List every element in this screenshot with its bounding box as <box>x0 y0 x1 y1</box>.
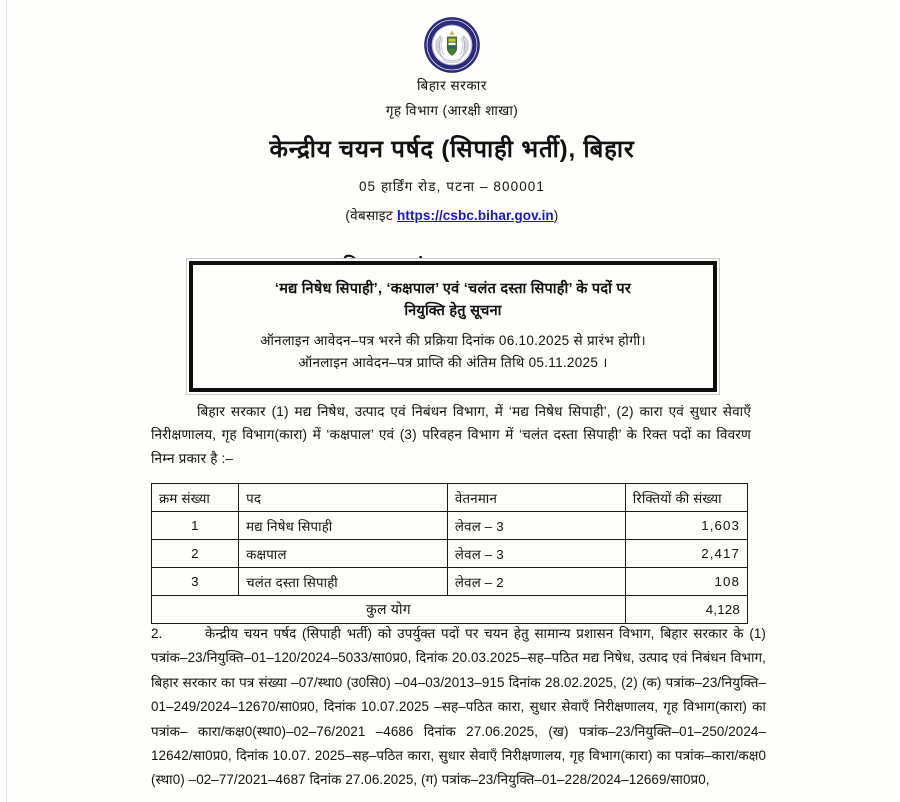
header-pay-level: वेतनमान <box>447 484 625 512</box>
document-content <box>8 0 896 281</box>
page-left-edge-rule <box>6 0 7 802</box>
notice-line-4: ऑनलाइन आवेदन–पत्र प्राप्ति की अंतिम तिथि 05.11.2025 । <box>298 354 608 370</box>
table-row <box>152 540 748 568</box>
government-name: बिहार सरकार <box>417 78 487 93</box>
clause-2-text: केन्द्रीय चयन पर्षद (सिपाही भर्ती) को उपर्युक्त पदों पर चयन हेतु सामान्य प्रशासन विभाग, बिहार सरकार के (1) पत्रांक–23/नियुक्ति–01–120/2024–5033/सा0प्र0, दिनांक 20.03.2025–सह–पठित मद्य निषेध, उत्पाद एवं निबंधन विभाग, बिहार सरकार का पत्र संख्या –07/स्था0 (उ0सि0) –04–03/2013–915 दिनांक 28.02.2025, (2) (क) पत्रांक–23/नियुक्ति–01–249/2024–12670/सा0प्र0, दिनांक 10.07.2025 –सह–पठित कारा, सुधार सेवाएँ निरीक्षणालय, गृह विभाग(कारा) का पत्रांक– कारा/कक्ष0(स्था0)–02–76/2021 –4686 दिनांक 27.06.2025, (ख) पत्रांक–23/नियुक्ति–01–250/2024–12642/सा0प्र0, दिनांक 10.07. 2025–सह–पठित कारा, सुधार सेवाएँ निरीक्षणालय, गृह विभाग(कारा) का पत्रांक–कारा/कक्ष0 (स्था0) –02–77/2021–4687 दिनांक 27.06.2025, (ग) पत्रांक–23/नियुक्ति–01–228/2024–12669/सा0प्र0, <box>151 626 766 788</box>
notice-line-1: ‘मद्य निषेध सिपाही’, ‘कक्षपाल’ एवं ‘चलंत दस्ता सिपाही’ के पदों पर <box>274 281 632 297</box>
cell-post: चलंत दस्ता सिपाही <box>239 568 448 596</box>
cell-pay: लेवल – 2 <box>447 568 625 596</box>
header-serial-number: क्रम संख्या <box>152 484 239 512</box>
cell-post: कक्षपाल <box>239 540 448 568</box>
cell-vacancies: 108 <box>625 568 747 596</box>
total-vacancies: 4,128 <box>625 596 747 624</box>
website-paren-close: ) <box>553 208 559 223</box>
cell-pay: लेवल – 3 <box>447 512 625 540</box>
department-name: गृह विभाग (आरक्षी शाखा) <box>385 103 519 118</box>
clause-2-paragraph <box>151 622 766 793</box>
intro-paragraph: बिहार सरकार (1) मद्य निषेध, उत्पाद एवं निबंधन विभाग, में ‘मद्य निषेध सिपाही’, (2) कारा एवं सुधार सेवाएँ निरीक्षणालय, गृह विभाग(कारा) में ‘कक्षपाल’ एवं (3) परिवहन विभाग में ‘चलंत दस्ता सिपाही’ के रिक्त पदों का विवरण निम्न प्रकार है :– <box>151 404 751 466</box>
table-header-row <box>152 484 748 512</box>
table-row <box>152 512 748 540</box>
website-label: (वेबसाइट <box>345 208 398 223</box>
emblem-container <box>8 0 896 74</box>
cell-vacancies: 2,417 <box>625 540 747 568</box>
notice-line-3: ऑनलाइन आवेदन–पत्र भरने की प्रक्रिया दिनांक 06.10.2025 से प्रारंभ होगी। <box>260 332 646 348</box>
cell-post: मद्य निषेध सिपाही <box>239 512 448 540</box>
notice-box <box>189 261 717 392</box>
office-address: 05 हार्डिंग रोड, पटना – 800001 <box>358 179 546 194</box>
table-total-row <box>152 596 748 624</box>
document-sheet <box>8 0 896 802</box>
bihar-government-emblem-icon <box>423 16 481 74</box>
vacancy-table-head <box>152 484 748 512</box>
table-row <box>152 568 748 596</box>
board-title: केन्द्रीय चयन पर्षद (सिपाही भर्ती), बिहार <box>269 136 635 163</box>
total-label: कुल योग <box>152 596 626 624</box>
vacancy-table <box>151 483 748 624</box>
header-vacancies: रिक्तियों की संख्या <box>625 484 747 512</box>
cell-serial: 1 <box>152 512 239 540</box>
cell-serial: 3 <box>152 568 239 596</box>
vacancy-table-body <box>152 512 748 624</box>
cell-vacancies: 1,603 <box>625 512 747 540</box>
cell-pay: लेवल – 3 <box>447 540 625 568</box>
notice-line-2: नियुक्ति हेतु सूचना <box>404 303 502 320</box>
cell-serial: 2 <box>152 540 239 568</box>
website-link[interactable]: https://csbc.bihar.gov.in <box>397 208 554 223</box>
notice-box-outer <box>186 258 720 395</box>
header-post: पद <box>239 484 448 512</box>
clause-2-number: 2. <box>151 626 163 641</box>
website-line <box>8 206 896 224</box>
